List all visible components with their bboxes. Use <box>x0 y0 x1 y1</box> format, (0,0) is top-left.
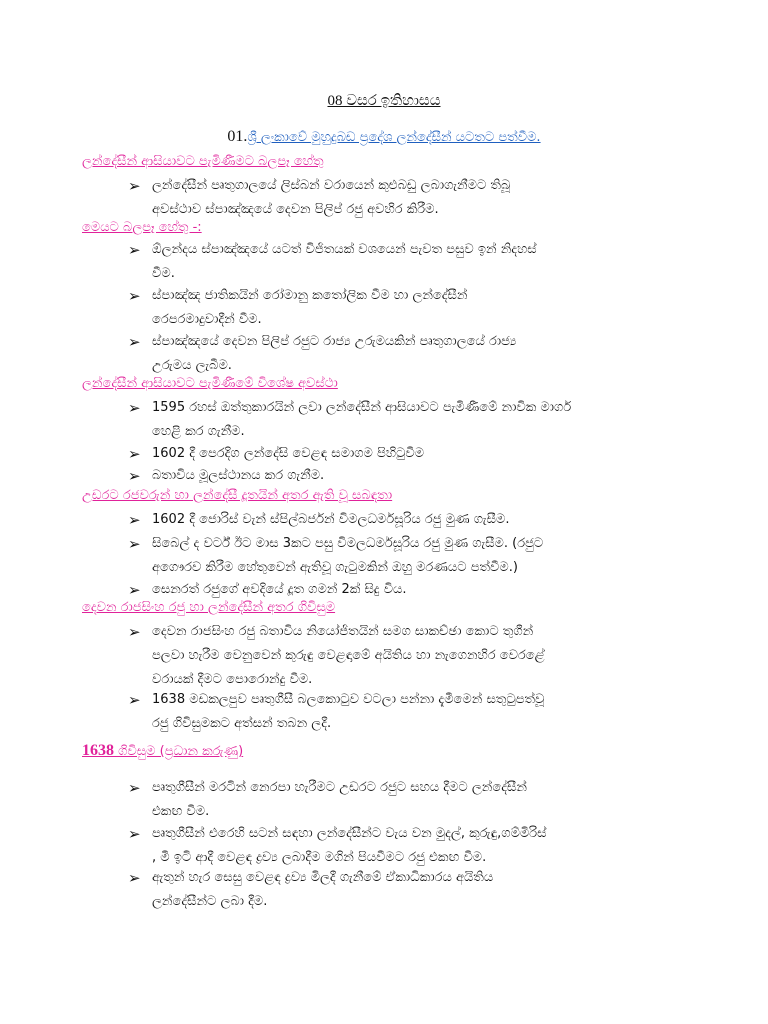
arrow-bullet-icon: ➢ <box>128 467 141 485</box>
section-heading: උඩරට රජවරුන් හා ලන්දේසී දූතයින් අතර ඇති වූ සබඳතා <box>82 488 393 503</box>
list-item-text: පෘතුගීසීන් එරෙහි සටන් සඳහා ලන්දේසීන්ට වැය වන මුදල්, කුරුඳු,ගම්මිරිස් , මී ඉටි ආදී වෙළඳ ද්‍රව්‍ය ලබාදීම මගින් පියවීමට රජු එකඟ වීම. <box>152 826 547 865</box>
arrow-bullet-icon: ➢ <box>128 779 141 797</box>
arrow-bullet-icon: ➢ <box>128 825 141 843</box>
arrow-bullet-icon: ➢ <box>128 399 141 417</box>
list-item <box>128 532 652 580</box>
lesson-number: 01. <box>227 128 248 145</box>
arrow-bullet-icon: ➢ <box>128 511 141 529</box>
section-heading-number: 1638 <box>82 742 114 759</box>
section-heading: ලන්දේසීන් ආසියාවට පැමිණීමට බලපෑ හේතු <box>82 154 324 169</box>
section-heading: දෙවන රාජසිංහ රජු හා ලන්දේසීන් අතර ගිවිසුම <box>82 600 336 615</box>
list-item <box>128 284 652 332</box>
list-item <box>128 776 652 824</box>
page-title-text: 08 වසර ඉතිහාසය <box>327 93 441 109</box>
arrow-bullet-icon: ➢ <box>128 177 141 195</box>
list-item-text: 1595 රහස් ඔත්තුකාරයින් ලවා ලන්දේසීන් ආසියාවට පැමිණීමේ නාවික මාර්ග හෙළි කර ගැනීම. <box>152 400 572 439</box>
section-heading: මෙයට බලපෑ හේතු -: <box>82 220 202 235</box>
list-item <box>128 508 652 532</box>
arrow-bullet-icon: ➢ <box>128 691 141 709</box>
list-item-text: බතාවිය මූලස්ථානය කර ගැනීම. <box>152 468 325 483</box>
arrow-bullet-icon: ➢ <box>128 623 141 641</box>
list-item <box>128 442 652 466</box>
list-item <box>128 620 652 692</box>
list-item-text: ස්පාඤ්ඤ ජාතිකයින් රෝමානු කතෝලික වීම හා ලන්දේසීන් රෙපරමාදුවාදීන් වීම. <box>152 288 468 327</box>
arrow-bullet-icon: ➢ <box>128 445 141 463</box>
list-item <box>128 688 652 736</box>
list-item <box>128 330 652 378</box>
list-item-text: ලන්දේසීන් පෘතුගාලයේ ලිස්බන් වරායෙන් කුළුබඩු ලබාගැනීමට තිබූ අවස්ථාව ස්පාඤ්ඤයේ දෙවන පිලිප් රජු අවහිර කිරීම. <box>152 178 511 217</box>
section-heading-text: ගිවිසුම (ප්‍රධාන කරුණු) <box>114 744 244 759</box>
page-title <box>0 92 768 110</box>
list-item-text: ඕලන්දය ස්පාඤ්ඤයේ යටත් විජිතයක් වශයෙන් පැවත පසුව ඉන් නිදහස් වීම. <box>152 242 537 281</box>
section-heading: ලන්දේසීන් ආසියාවට පැමිණීමේ විශේෂ අවස්ථා <box>82 376 338 391</box>
list-item-text: සෙනරත් රජුගේ අවදියේ දූත ගමන් 2ක් සිදු විය. <box>152 582 407 597</box>
lesson-heading <box>0 128 768 146</box>
list-item-text: ඇතුන් හැර සෙසු වෙළඳ ද්‍රව්‍ය මිලදී ගැනීමේ ඒකාධිකාරය අයිතිය ලන්දේසීන්ට ලබා දීම. <box>152 870 494 909</box>
list-item-text: ස්පාඤ්ඤයේ දෙවන පිලිප් රජුට රාජ්‍ය උරුමයකින් පෘතුගාලයේ රාජ්‍ය උරුමය ලැබීම. <box>152 334 517 373</box>
arrow-bullet-icon: ➢ <box>128 333 141 351</box>
list-item-text: දෙවන රාජසිංහ රජු බතාවිය නියෝජිතයින් සමග සාකච්ඡා කොට තුගීන් පලවා හැරීම වෙනුවෙන් කුරුඳු වෙළඳාමේ අයිතිය හා නැගෙනහිර වෙරළේ වරායක් දීමට පොරොන්දු වීම. <box>152 624 545 687</box>
section-heading <box>82 742 243 760</box>
arrow-bullet-icon: ➢ <box>128 869 141 887</box>
list-item-text: 1602 දී ජොරිස් වැන් ස්පිල්බර්ජන් විමලධර්මසූරිය රජු මුණ ගැසීම. <box>152 512 510 527</box>
list-item <box>128 866 652 914</box>
list-item <box>128 464 652 488</box>
list-item-text: 1638 මඩකලපුව පෘතුගීසී බලකොටුව වටලා පන්නා දැමීමෙන් සතුටුපත්වූ රජු ගිවිසුමකට අත්සන් තබන ලදී. <box>152 692 545 731</box>
lesson-title-link[interactable]: ශ්‍රී ලංකාවේ මුහුදුබඩ ප්‍රදේශ ලන්දේසීන් යටතට පත්වීම. <box>247 130 541 145</box>
list-item <box>128 396 652 444</box>
arrow-bullet-icon: ➢ <box>128 535 141 553</box>
list-item-text: පෘතුගීසීන් මරටින් නෙරපා හැරීමට උඩරට රජුට සහය දීමට ලන්දේසීන් එකඟ වීම. <box>152 780 527 819</box>
list-item <box>128 578 652 602</box>
list-item-text: සිබෙල් ද වර්ට් ඊට මාස 3කට පසු විමලධර්මසූරිය රජු මුණ ගැසීම. (රජුට අගෞරව කිරීම හේතුවෙන් ඇතිවූ ගැටුමකින් ඔහු මරණයට පත්වීම.) <box>152 536 544 575</box>
list-item <box>128 822 652 870</box>
arrow-bullet-icon: ➢ <box>128 581 141 599</box>
arrow-bullet-icon: ➢ <box>128 287 141 305</box>
arrow-bullet-icon: ➢ <box>128 241 141 259</box>
list-item <box>128 174 652 222</box>
list-item-text: 1602 දී පෙරදිග ලන්දේසි වෙළඳ සමාගම පිහිටුවීම <box>152 446 425 461</box>
list-item <box>128 238 652 286</box>
